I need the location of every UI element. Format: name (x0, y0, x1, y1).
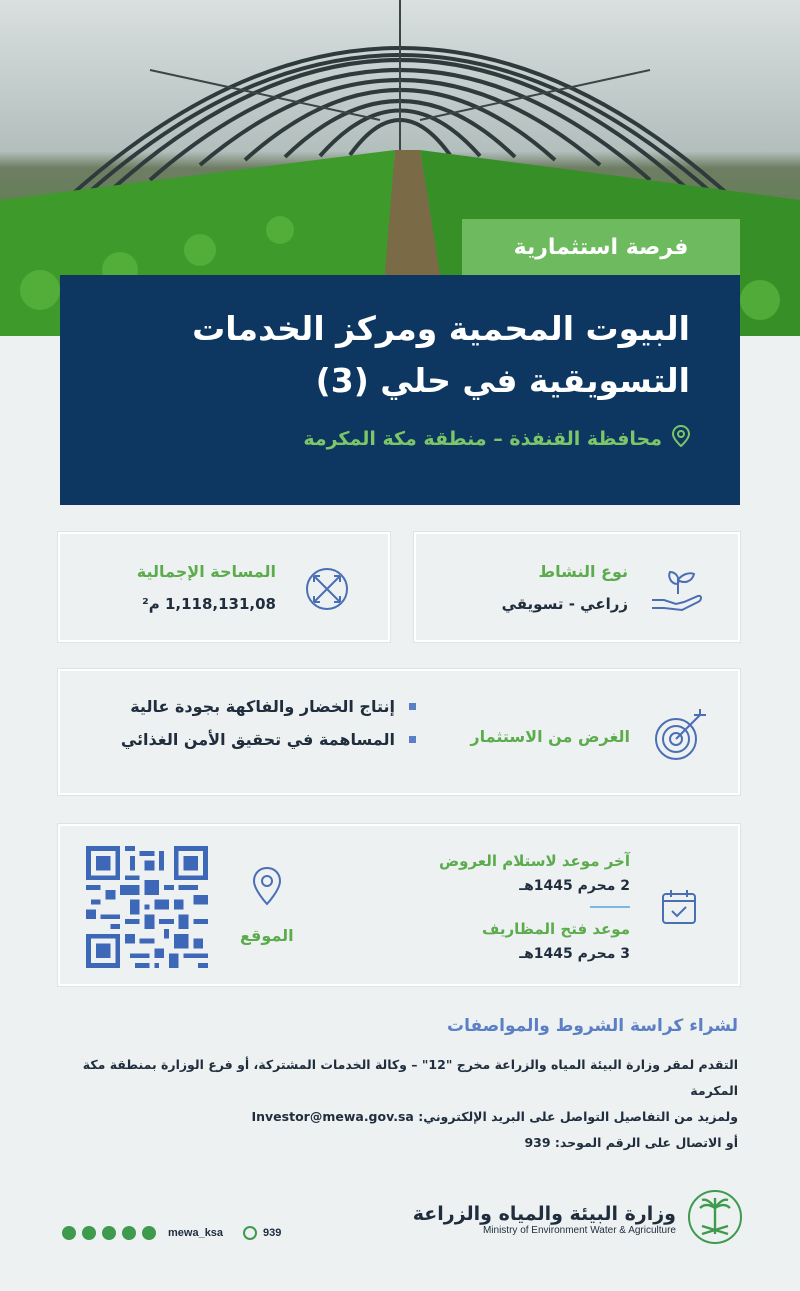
activity-value: زراعي - تسويقي (501, 595, 628, 613)
instagram-icon[interactable] (142, 1226, 156, 1240)
investment-purpose-box (58, 669, 740, 795)
bullet-square-icon (409, 736, 416, 743)
info-line-1: التقدم لمقر وزارة البيئة المياه والزراعة مخرج "12" – وكالة الخدمات المشتركة، أو فرع الوزارة بمنطقة مكة المكرمة (82, 1057, 738, 1098)
dates-location-box (58, 824, 740, 986)
purchase-info-section (58, 1016, 738, 1156)
location-label: الموقع (240, 926, 294, 945)
title-card (60, 275, 740, 505)
purpose-label: الغرض من الاستثمار (470, 727, 630, 746)
map-pin-icon (672, 425, 690, 452)
twitter-icon[interactable] (62, 1226, 76, 1240)
social-bar (62, 1226, 281, 1240)
palm-emblem-icon (688, 1190, 742, 1248)
opening-value: 3 محرم 1445هـ (519, 946, 630, 962)
target-icon (652, 709, 708, 767)
site-location[interactable] (240, 866, 294, 945)
deadline-value: 2 محرم 1445هـ (519, 878, 630, 894)
phone-number[interactable]: 939 (263, 1227, 282, 1239)
qr-code[interactable] (86, 846, 208, 972)
area-label: المساحة الإجمالية (136, 562, 276, 581)
info-line-3: أو الاتصال على الرقم الموحد: 939 (524, 1135, 738, 1150)
ministry-logo (413, 1190, 742, 1248)
area-value: 1,118,131,08 م² (142, 595, 276, 613)
total-area-box (58, 532, 390, 642)
plant-in-hand-icon (650, 564, 704, 618)
page-title (100, 303, 690, 407)
divider (590, 906, 630, 908)
activity-type-box (414, 532, 740, 642)
social-handle[interactable]: mewa_ksa (168, 1227, 224, 1239)
youtube-icon[interactable] (122, 1226, 136, 1240)
list-item: المساهمة في تحقيق الأمن الغذائي (121, 730, 416, 749)
bullet-square-icon (409, 703, 416, 710)
purchase-heading: لشراء كراسة الشروط والمواصفات (447, 1016, 738, 1036)
list-item: إنتاج الخضار والفاكهة بجودة عالية (121, 697, 416, 716)
opening-label: موعد فتح المظاريف (481, 920, 630, 938)
calendar-icon (660, 888, 698, 930)
expand-area-icon (304, 566, 350, 616)
linkedin-icon[interactable] (82, 1226, 96, 1240)
map-pin-icon (240, 866, 294, 910)
ministry-name-en: Ministry of Environment Water & Agriculture (482, 1224, 676, 1236)
info-line-2: ولمزيد من التفاصيل التواصل على البريد الإلكتروني: Investor@mewa.gov.sa (251, 1109, 738, 1124)
ministry-name-ar: وزارة البيئة والمياه والزراعة (412, 1202, 676, 1225)
location-text: محافظة القنفذة – منطقة مكة المكرمة (303, 427, 662, 450)
title-line-1: البيوت المحمية ومركز الخدمات (192, 309, 690, 348)
phone-icon (243, 1226, 257, 1240)
investment-opportunity-badge: فرصة استثمارية (462, 219, 740, 275)
location-line (100, 425, 690, 452)
purpose-list (121, 697, 416, 763)
activity-label: نوع النشاط (538, 562, 628, 581)
title-line-2: التسويقية في حلي (3) (315, 361, 690, 400)
deadline-label: آخر موعد لاستلام العروض (438, 852, 630, 870)
snapchat-icon[interactable] (102, 1226, 116, 1240)
